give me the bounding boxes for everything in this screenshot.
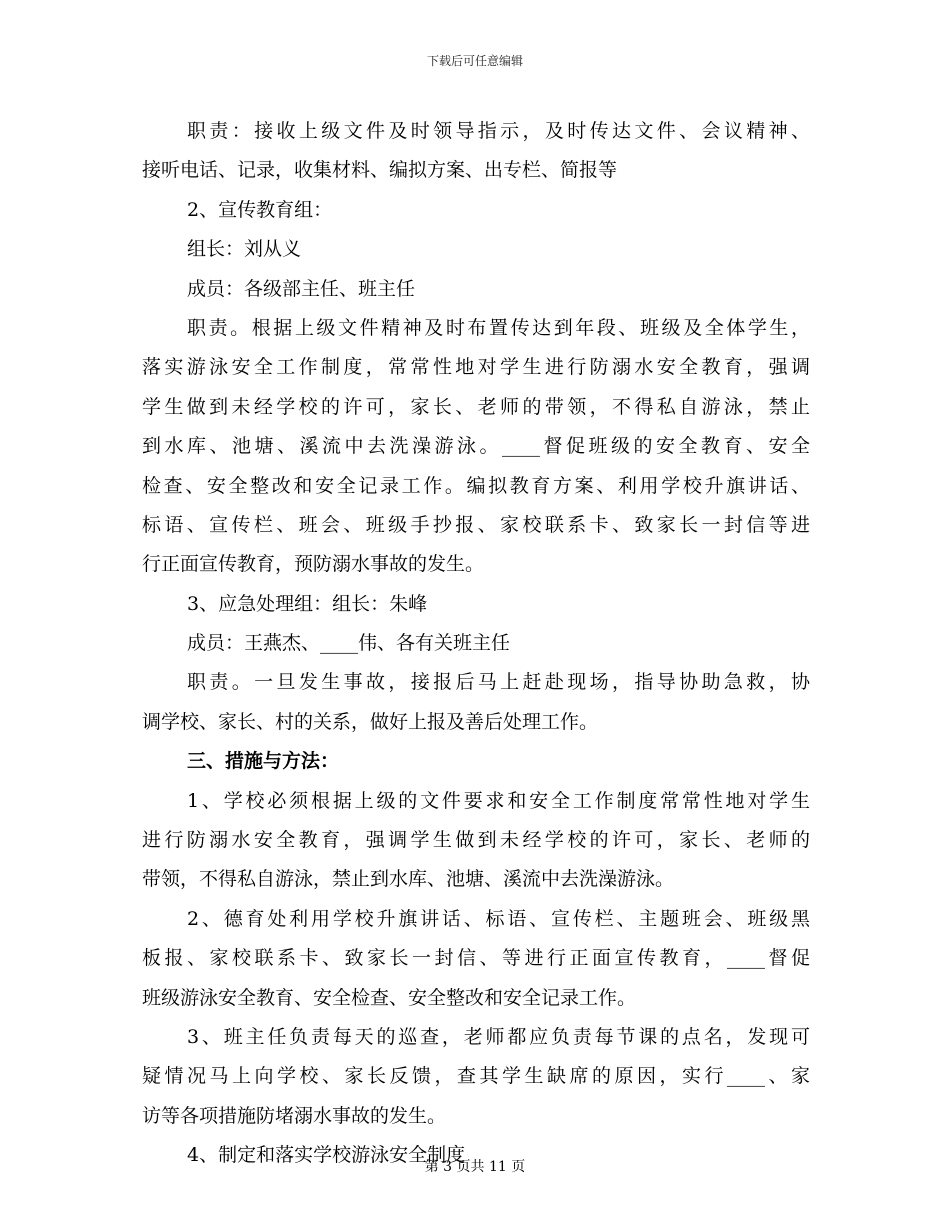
text-line: 1、学校必须根据上级的文件要求和安全工作制度常常性地对学生: [187, 789, 810, 812]
text-line: 疑情况马上向学校、家长反馈，查其学生缺席的原因，实行____、家: [142, 1065, 810, 1088]
text-line: 检查、安全整改和安全记录工作。编拟教育方案、利用学校升旗讲话、: [142, 474, 810, 497]
text-line: 带领，不得私自游泳，禁止到水库、池塘、溪流中去洗澡游泳。: [142, 868, 675, 891]
text-line: 组长：刘从义: [187, 238, 302, 261]
section-heading: 三、措施与方法：: [187, 750, 340, 773]
text-line: 访等各项措施防堵溺水事故的发生。: [142, 1104, 447, 1127]
text-line: 学生做到未经学校的许可，家长、老师的带领，不得私自游泳，禁止: [142, 395, 810, 418]
text-line: 板报、家校联系卡、致家长一封信、等进行正面宣传教育，____督促: [142, 947, 810, 970]
text-line: 成员：王燕杰、____伟、各有关班主任: [187, 632, 511, 655]
text-line: 职责。根据上级文件精神及时布置传达到年段、班级及全体学生，: [187, 316, 810, 339]
text-line: 成员：各级部主任、班主任: [187, 277, 416, 300]
text-line: 落实游泳安全工作制度，常常性地对学生进行防溺水安全教育，强调: [142, 356, 810, 379]
text-line: 2、宣传教育组：: [187, 198, 333, 221]
text-line: 4、制定和落实学校游泳安全制度: [187, 1144, 466, 1167]
text-line: 职责。一旦发生事故，接报后马上赶赴现场，指导协助急救，协: [187, 671, 810, 694]
text-line: 调学校、家长、村的关系，做好上报及善后处理工作。: [142, 710, 599, 733]
text-line: 职责：接收上级文件及时领导指示，及时传达文件、会议精神、: [187, 120, 810, 142]
text-line: 进行防溺水安全教育，强调学生做到未经学校的许可，家长、老师的: [142, 829, 810, 852]
text-line: 3、班主任负责每天的巡查，老师都应负责每节课的点名，发现可: [187, 1025, 810, 1048]
text-line: 2、德育处利用学校升旗讲话、标语、宣传栏、主题班会、班级黑: [187, 907, 810, 930]
document-body: [142, 112, 810, 1176]
text-line: 到水库、池塘、溪流中去洗澡游泳。____督促班级的安全教育、安全: [142, 435, 810, 458]
text-line: 标语、宣传栏、班会、班级手抄报、家校联系卡、致家长一封信等进: [142, 513, 810, 536]
page-header: 下载后可任意编辑: [426, 54, 523, 68]
text-line: 行正面宣传教育，预防溺水事故的发生。: [142, 553, 485, 576]
text-line: 班级游泳安全教育、安全检查、安全整改和安全记录工作。: [142, 986, 637, 1009]
text-line: 3、应急处理组：组长：朱峰: [187, 592, 428, 615]
page-footer: 第 3 页共 11 页: [424, 1159, 526, 1175]
text-line: 接听电话、记录，收集材料、编拟方案、出专栏、简报等: [142, 159, 618, 182]
